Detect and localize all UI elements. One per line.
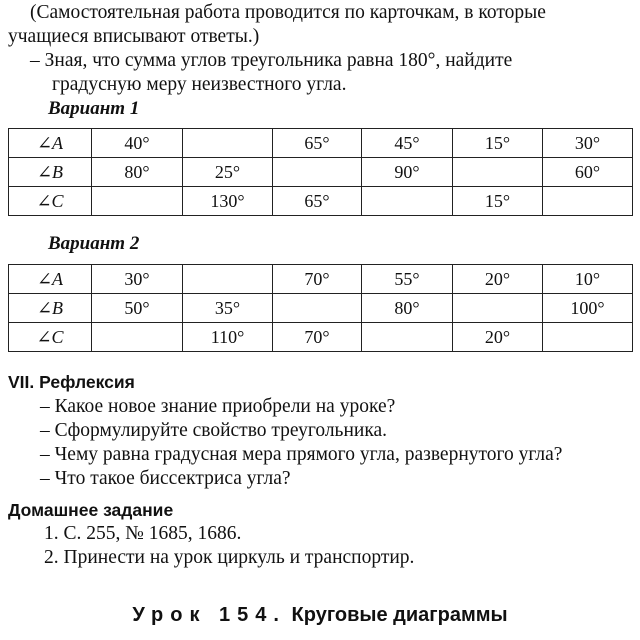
- task-line-2: градусную меру неизвестного угла.: [52, 74, 347, 95]
- table-cell: [183, 265, 273, 294]
- reflection-item: – Сформулируйте свойство треугольника.: [40, 420, 388, 441]
- variant-1-table: [8, 128, 633, 216]
- table-row: [9, 265, 633, 294]
- angle-label: ∠B: [9, 158, 92, 187]
- variant-1-title: Вариант 1: [48, 98, 140, 119]
- table-cell: 20°: [453, 265, 543, 294]
- task-line-1: – Зная, что сумма углов треугольника равна 180°, найдите: [30, 50, 513, 71]
- angle-label: ∠A: [9, 265, 92, 294]
- table-cell: [543, 187, 633, 216]
- table-cell: 45°: [362, 129, 453, 158]
- table-row: [9, 158, 633, 187]
- homework-heading: Домашнее задание: [8, 500, 174, 520]
- lesson-number: Урок 154.: [132, 604, 286, 626]
- table-cell: 80°: [362, 294, 453, 323]
- table-cell: 70°: [273, 265, 362, 294]
- table-cell: [92, 323, 183, 352]
- table-cell: [543, 323, 633, 352]
- table-cell: [453, 158, 543, 187]
- table-cell: 30°: [92, 265, 183, 294]
- table-cell: 110°: [183, 323, 273, 352]
- table-row: [9, 187, 633, 216]
- homework-item: 1. С. 255, № 1685, 1686.: [44, 523, 242, 544]
- table-cell: 50°: [92, 294, 183, 323]
- table-cell: [273, 294, 362, 323]
- angle-label: ∠C: [9, 323, 92, 352]
- table-cell: 30°: [543, 129, 633, 158]
- table-cell: 80°: [92, 158, 183, 187]
- angle-label: ∠B: [9, 294, 92, 323]
- table-cell: 35°: [183, 294, 273, 323]
- table-cell: 60°: [543, 158, 633, 187]
- table-cell: [92, 187, 183, 216]
- reflection-item: – Какое новое знание приобрели на уроке?: [40, 396, 396, 417]
- table-cell: [362, 323, 453, 352]
- table-cell: 15°: [453, 129, 543, 158]
- angle-label: ∠A: [9, 129, 92, 158]
- table-cell: 130°: [183, 187, 273, 216]
- table-cell: 70°: [273, 323, 362, 352]
- intro-line-2: учащиеся вписывают ответы.): [8, 26, 260, 47]
- table-cell: [362, 187, 453, 216]
- table-cell: 10°: [543, 265, 633, 294]
- intro-line-1: (Самостоятельная работа проводится по карточкам, в которые: [30, 2, 546, 23]
- table-row: [9, 294, 633, 323]
- reflection-item: – Чему равна градусная мера прямого угла, развернутого угла?: [40, 444, 563, 465]
- table-cell: 25°: [183, 158, 273, 187]
- angle-label: ∠C: [9, 187, 92, 216]
- table-cell: 55°: [362, 265, 453, 294]
- table-cell: 100°: [543, 294, 633, 323]
- table-cell: [273, 158, 362, 187]
- table-cell: [183, 129, 273, 158]
- table-cell: 65°: [273, 129, 362, 158]
- table-cell: 40°: [92, 129, 183, 158]
- table-cell: [453, 294, 543, 323]
- table-cell: 90°: [362, 158, 453, 187]
- lesson-title: [0, 602, 640, 628]
- variant-2-title: Вариант 2: [48, 233, 140, 254]
- table-row: [9, 323, 633, 352]
- lesson-name: Круговые диаграммы: [291, 604, 508, 626]
- table-cell: 65°: [273, 187, 362, 216]
- homework-item: 2. Принести на урок циркуль и транспортир.: [44, 547, 415, 568]
- table-cell: 20°: [453, 323, 543, 352]
- table-row: [9, 129, 633, 158]
- reflection-item: – Что такое биссектриса угла?: [40, 468, 291, 489]
- table-cell: 15°: [453, 187, 543, 216]
- variant-2-table: [8, 264, 633, 352]
- reflection-heading: VII. Рефлексия: [8, 372, 135, 392]
